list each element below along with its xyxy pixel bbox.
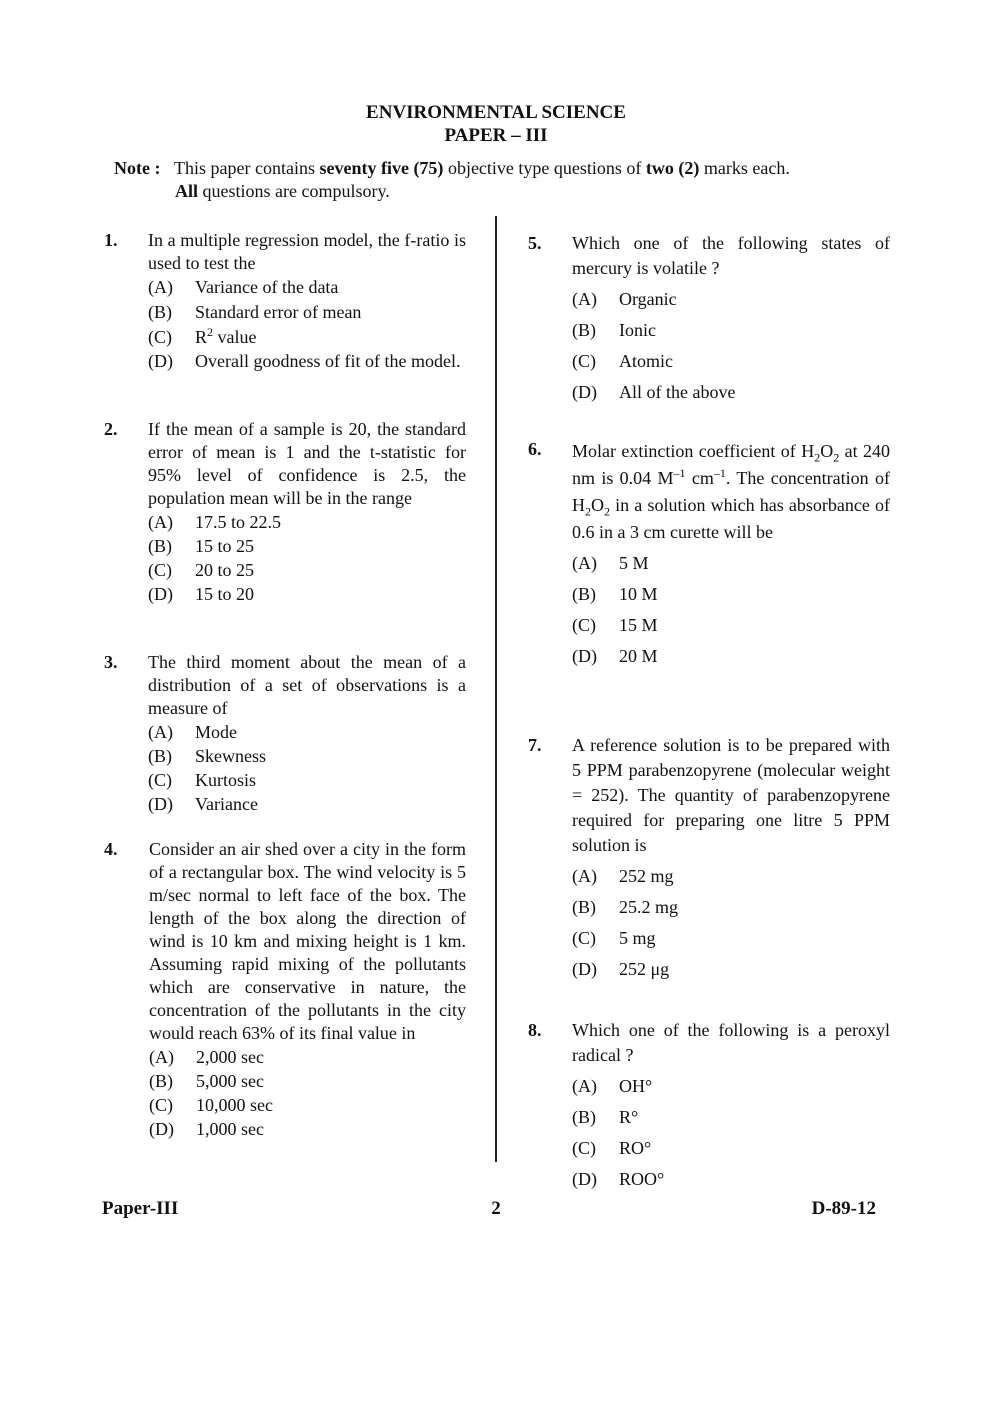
- option-text: Mode: [195, 722, 237, 742]
- option-c: [148, 559, 466, 582]
- column-divider: [495, 216, 497, 1162]
- option-letter: (A): [572, 866, 597, 886]
- question-number: 2.: [104, 419, 118, 439]
- option-text: RO°: [619, 1138, 652, 1158]
- option-letter: (C): [572, 351, 596, 371]
- option-text: 10,000 sec: [196, 1095, 273, 1115]
- note-text: This paper contains: [174, 158, 320, 178]
- note-emphasis: All: [175, 181, 199, 201]
- option-a: [149, 1046, 466, 1069]
- option-b: [149, 1070, 466, 1093]
- superscript: –1: [673, 466, 686, 480]
- option-c: [148, 326, 466, 349]
- option-d: [572, 645, 890, 668]
- option-letter: (B): [572, 897, 596, 917]
- option-letter: (D): [149, 1119, 174, 1139]
- option-text: 20 to 25: [195, 560, 255, 580]
- page-number: 2: [491, 1198, 501, 1219]
- option-text: Skewness: [195, 746, 266, 766]
- superscript: 2: [207, 325, 214, 339]
- option-letter: (D): [148, 584, 173, 604]
- option-letter: (A): [148, 722, 173, 742]
- question-number: 6.: [528, 439, 542, 459]
- subscript: 2: [585, 504, 591, 519]
- stem-text: in a solution which has absorbance of 0.6 in a 3 cm curette will be: [572, 495, 890, 542]
- option-a: [572, 1074, 890, 1099]
- option-letter: (C): [148, 560, 172, 580]
- option-b: [148, 745, 466, 768]
- option-letter: (B): [572, 584, 596, 604]
- option-letter: (B): [148, 302, 172, 322]
- option-letter: (D): [572, 959, 597, 979]
- option-letter: (C): [572, 1138, 596, 1158]
- option-text: 5,000 sec: [196, 1071, 264, 1091]
- option-letter: (C): [149, 1095, 173, 1115]
- question-stem: Which one of the following is a peroxyl radical ?: [572, 1020, 890, 1065]
- option-d: [148, 350, 466, 373]
- footer-code: D-89-12: [811, 1198, 876, 1219]
- option-text: 15 to 20: [195, 584, 255, 604]
- question-4: [104, 838, 466, 1141]
- stem-text: cm: [685, 468, 714, 488]
- option-text: 15 M: [619, 615, 658, 635]
- option-letter: (D): [572, 646, 597, 666]
- paper-title: PAPER – III: [444, 125, 548, 146]
- question-stem: A reference solution is to be prepared with 5 PPM parabenzopyrene (molecular weight = 252). The quantity of parabenzopyrene required for preparing one litre 5 PPM solution is: [572, 735, 890, 855]
- note-emphasis: seventy five (75): [319, 158, 444, 178]
- option-text: Variance of the data: [195, 277, 339, 297]
- option-text: 10 M: [619, 584, 658, 604]
- option-d: [149, 1118, 466, 1141]
- note-text: objective type questions of: [443, 158, 646, 178]
- option-letter: (A): [572, 289, 597, 309]
- option-a: [572, 552, 890, 575]
- option-letter: (B): [148, 746, 172, 766]
- option-letter: (D): [148, 794, 173, 814]
- option-letter: (D): [572, 382, 597, 402]
- option-text: 25.2 mg: [619, 897, 679, 917]
- question-number: 8.: [528, 1020, 542, 1040]
- option-d: [572, 957, 890, 982]
- option-letter: (A): [572, 553, 597, 573]
- option-text: Variance: [195, 794, 258, 814]
- question-8: [528, 1018, 890, 1192]
- question-stem: [572, 438, 890, 546]
- option-d: [148, 583, 466, 606]
- option-text: OH°: [619, 1076, 653, 1096]
- option-text: R: [195, 327, 208, 347]
- option-letter: (A): [572, 1076, 597, 1096]
- stem-text: . The concentration of H: [572, 468, 891, 515]
- option-text: ROO°: [619, 1169, 665, 1189]
- option-a: [148, 511, 466, 534]
- option-c: [572, 349, 890, 374]
- question-stem: If the mean of a sample is 20, the standard error of mean is 1 and the t-statistic for 95% level of confidence is 2.5, the population mean will be in the range: [148, 419, 466, 508]
- option-letter: (B): [572, 320, 596, 340]
- stem-text: at 240 nm is 0.04 M: [572, 441, 890, 488]
- note-text: marks each.: [699, 158, 790, 178]
- option-text: 5 mg: [619, 928, 656, 948]
- option-b: [148, 301, 466, 324]
- option-text: 5 M: [619, 553, 649, 573]
- option-a: [572, 287, 890, 312]
- option-letter: (B): [572, 1107, 596, 1127]
- question-number: 5.: [528, 233, 542, 253]
- option-letter: (A): [148, 512, 173, 532]
- option-text: 15 to 25: [195, 536, 255, 556]
- option-letter: (C): [572, 928, 596, 948]
- option-b: [572, 1105, 890, 1130]
- question-5: [528, 231, 890, 405]
- option-text: Overall goodness of fit of the model.: [195, 351, 461, 371]
- option-letter: (B): [149, 1071, 173, 1091]
- option-c: [572, 1136, 890, 1161]
- question-stem: Consider an air shed over a city in the form of a rectangular box. The wind velocity is 5 m/sec normal to left face of the box. The length of the box along the direction of wind is 10 km and mixing height is 1 km. Assuming rapid mixing of the pollutants which are conservative in nature, the concentration of the pollutants in the city would reach 63% of its final value in: [149, 839, 466, 1043]
- option-text: Kurtosis: [195, 770, 257, 790]
- option-c: [149, 1094, 466, 1117]
- note-label: Note :: [114, 158, 161, 178]
- superscript: –1: [713, 466, 726, 480]
- option-letter: (C): [572, 615, 596, 635]
- question-number: 1.: [104, 230, 118, 250]
- note-text: questions are compulsory.: [198, 181, 390, 201]
- stem-text: O: [591, 495, 604, 515]
- option-text: Atomic: [619, 351, 673, 371]
- question-number: 4.: [104, 839, 118, 859]
- instructions-note: [114, 157, 894, 203]
- option-text: 252 μg: [619, 959, 670, 979]
- option-letter: (D): [148, 351, 173, 371]
- option-text: All of the above: [619, 382, 736, 402]
- question-stem: The third moment about the mean of a distribution of a set of observations is a measure of: [148, 652, 466, 718]
- option-letter: (A): [149, 1047, 174, 1067]
- option-letter: (C): [148, 327, 172, 347]
- option-text: 20 M: [619, 646, 658, 666]
- exam-title: ENVIRONMENTAL SCIENCE: [366, 102, 626, 123]
- option-a: [148, 276, 466, 299]
- option-text: 17.5 to 22.5: [195, 512, 282, 532]
- option-letter: (D): [572, 1169, 597, 1189]
- option-c: [572, 926, 890, 951]
- option-letter: (C): [148, 770, 172, 790]
- option-b: [572, 895, 890, 920]
- question-1: [104, 229, 466, 373]
- subscript: 2: [833, 450, 840, 465]
- option-a: [572, 864, 890, 889]
- question-2: [104, 418, 466, 606]
- stem-text: Molar extinction coefficient of H: [572, 441, 815, 461]
- option-b: [572, 318, 890, 343]
- option-text: Standard error of mean: [195, 302, 362, 322]
- option-letter: (B): [148, 536, 172, 556]
- question-6: [528, 438, 890, 668]
- subscript: 2: [604, 504, 610, 519]
- option-d: [572, 1167, 890, 1192]
- option-text: 2,000 sec: [196, 1047, 264, 1067]
- footer-paper-label: Paper-III: [102, 1198, 179, 1219]
- option-a: [148, 721, 466, 744]
- option-d: [572, 380, 890, 405]
- option-c: [148, 769, 466, 792]
- question-stem: In a multiple regression model, the f-ratio is used to test the: [148, 230, 466, 273]
- option-letter: (A): [148, 277, 173, 297]
- question-7: [528, 733, 890, 982]
- option-d: [148, 793, 466, 816]
- option-text: R°: [619, 1107, 639, 1127]
- option-text: Organic: [619, 289, 677, 309]
- subscript: 2: [814, 450, 821, 465]
- note-emphasis: two (2): [645, 158, 700, 178]
- option-c: [572, 614, 890, 637]
- option-b: [148, 535, 466, 558]
- question-3: [104, 651, 466, 816]
- stem-text: O: [820, 441, 834, 461]
- option-text: 1,000 sec: [196, 1119, 264, 1139]
- option-text: Ionic: [619, 320, 656, 340]
- option-b: [572, 583, 890, 606]
- option-text: 252 mg: [619, 866, 674, 886]
- question-stem: Which one of the following states of mercury is volatile ?: [572, 233, 890, 278]
- question-number: 7.: [528, 735, 542, 755]
- option-text: value: [213, 327, 257, 347]
- question-number: 3.: [104, 652, 118, 672]
